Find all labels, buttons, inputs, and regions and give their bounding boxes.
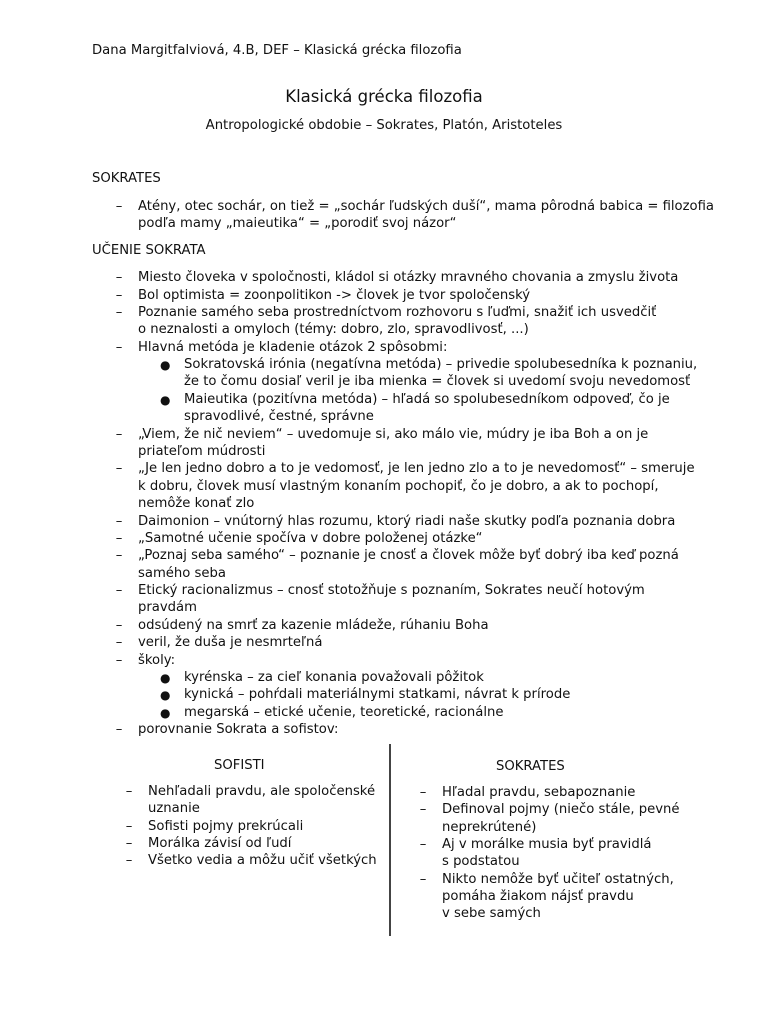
sub-list-item-continuation: spravodlivé, čestné, správne [184,409,374,424]
comparison-item-continuation: pomáha žiakom nájsť pravdu [442,889,634,904]
document-header: Dana Margitfalviová, 4.B, DEF – Klasická grécka filozofia [92,43,462,58]
dash-marker: – [115,583,123,598]
document-subtitle: Antropologické obdobie – Sokrates, Platón, Aristoteles [205,118,563,133]
comparison-item: Nehľadali pravdu, ale spoločenské [148,784,376,799]
comparison-item: Aj v morálke musia byť pravidlá [442,837,652,852]
section-heading-sokrates: SOKRATES [92,171,161,186]
dash-marker: – [419,802,427,817]
sub-list-item: kyrénska – za cieľ konania považovali pôžitok [184,670,484,685]
dash-marker: – [115,514,123,529]
comparison-item-continuation: uznanie [148,801,200,816]
bullet-marker: ● [160,706,171,720]
dash-marker: – [115,461,123,476]
document-title: Klasická grécka filozofia [285,87,483,106]
list-item: Bol optimista = zoonpolitikon -> človek je tvor spoločenský [138,288,531,303]
list-item: Miesto človeka v spoločnosti, kládol si otázky mravného chovania a zmyslu života [138,270,679,285]
sub-list-item-continuation: že to čomu dosiaľ veril je iba mienka = človek si uvedomí svoju nevedomosť [184,374,691,389]
bullet-marker: ● [160,358,171,372]
list-item: Atény, otec sochár, on tiež = „sochár ľudských duší“, mama pôrodná babica = filozofia [138,199,714,214]
dash-marker: – [115,548,123,563]
dash-marker: – [115,199,123,214]
bullet-marker: ● [160,393,171,407]
column-heading-sofisti: SOFISTI [214,758,265,773]
list-item: porovnanie Sokrata a sofistov: [138,722,339,737]
list-item-continuation: podľa mamy „maieutika“ = „porodiť svoj názor“ [138,216,457,231]
dash-marker: – [419,837,427,852]
list-item-continuation: k dobru, človek musí vlastným konaním pochopiť, čo je dobro, a ak to pochopí, [138,479,659,494]
list-item: Hlavná metóda je kladenie otázok 2 spôsobmi: [138,340,448,355]
sub-list-item: megarská – etické učenie, teoretické, racionálne [184,705,504,720]
dash-marker: – [115,288,123,303]
comparison-item: Hľadal pravdu, sebapoznanie [442,785,636,800]
sub-list-item: Maieutika (pozitívna metóda) – hľadá so spolubesedníkom odpoveď, čo je [184,392,670,407]
list-item-continuation: priateľom múdrosti [138,444,266,459]
section-heading-ucenie: UČENIE SOKRATA [92,243,206,258]
comparison-item: Definoval pojmy (niečo stále, pevné [442,802,680,817]
list-item: „Viem, že nič neviem“ – uvedomuje si, ako málo vie, múdry je iba Boh a on je [138,427,649,442]
list-item: „Je len jedno dobro a to je vedomosť, je len jedno zlo a to je nevedomosť“ – smeruje [138,461,695,476]
list-item: Etický racionalizmus – cnosť stotožňuje s poznaním, Sokrates neučí hotovým [138,583,645,598]
list-item: odsúdený na smrť za kazenie mládeže, rúhaniu Boha [138,618,489,633]
column-heading-sokrates: SOKRATES [496,759,565,774]
dash-marker: – [115,270,123,285]
dash-marker: – [419,785,427,800]
comparison-item-continuation: s podstatou [442,854,520,869]
list-item: školy: [138,653,176,668]
comparison-item: Nikto nemôže byť učiteľ ostatných, [442,872,674,887]
dash-marker: – [125,853,133,868]
comparison-item: Morálka závisí od ľudí [148,836,292,851]
column-divider [389,744,391,936]
sub-list-item: kynická – pohŕdali materiálnymi statkami, návrat k prírode [184,687,571,702]
bullet-marker: ● [160,671,171,685]
comparison-item-continuation: v sebe samých [442,906,541,921]
list-item-continuation: samého seba [138,566,226,581]
comparison-item: Sofisti pojmy prekrúcali [148,819,304,834]
list-item: „Samotné učenie spočíva v dobre položenej otázke“ [138,531,483,546]
dash-marker: – [125,836,133,851]
dash-marker: – [115,340,123,355]
list-item: veril, že duša je nesmrteľná [138,635,323,650]
list-item: „Poznaj seba samého“ – poznanie je cnosť a človek môže byť dobrý iba keď pozná [138,548,679,563]
dash-marker: – [115,427,123,442]
dash-marker: – [115,635,123,650]
list-item-continuation: o neznalosti a omyloch (témy: dobro, zlo, spravodlivosť, ...) [138,322,529,337]
comparison-item-continuation: neprekrútené) [442,820,537,835]
list-item: Daimonion – vnútorný hlas rozumu, ktorý riadi naše skutky podľa poznania dobra [138,514,676,529]
dash-marker: – [115,531,123,546]
list-item-continuation: nemôže konať zlo [138,496,255,511]
dash-marker: – [115,653,123,668]
dash-marker: – [115,618,123,633]
dash-marker: – [115,722,123,737]
dash-marker: – [125,784,133,799]
bullet-marker: ● [160,688,171,702]
comparison-item: Všetko vedia a môžu učiť všetkých [148,853,377,868]
dash-marker: – [125,819,133,834]
dash-marker: – [115,305,123,320]
list-item-continuation: pravdám [138,600,197,615]
sub-list-item: Sokratovská irónia (negatívna metóda) – privedie spolubesedníka k poznaniu, [184,357,698,372]
list-item: Poznanie samého seba prostredníctvom rozhovoru s ľuďmi, snažiť ich usvedčiť [138,305,657,320]
dash-marker: – [419,872,427,887]
